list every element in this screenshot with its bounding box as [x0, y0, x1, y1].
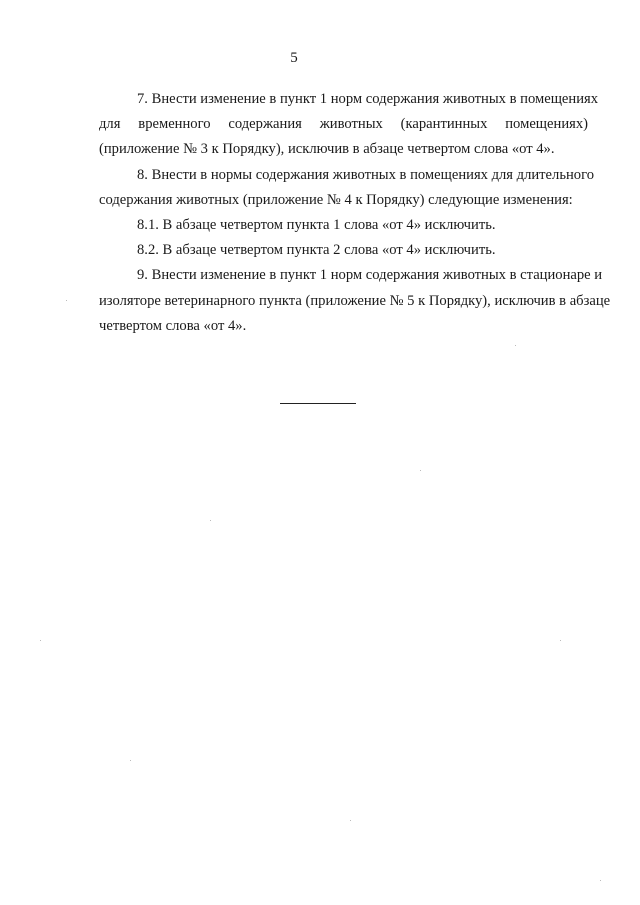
- paragraph-8-line-1: 8. Внести в нормы содержания животных в помещениях для длительного: [137, 166, 595, 183]
- paragraph-9-line-3: четвертом слова «от 4».: [99, 317, 247, 334]
- word: животных: [319, 116, 383, 133]
- paragraph-8-line-2: содержания животных (приложение № 4 к Порядку) следующие изменения:: [99, 191, 573, 208]
- scan-speck: [40, 640, 41, 641]
- paragraph-7-line-2: [99, 112, 588, 137]
- document-body: [99, 87, 611, 339]
- scan-speck: [350, 820, 351, 821]
- paragraph-7-line-3: (приложение № 3 к Порядку), исключив в абзаце четвертом слова «от 4».: [99, 141, 555, 158]
- word: помещениях): [505, 116, 588, 133]
- scan-speck: [420, 470, 421, 471]
- paragraph-8-2: 8.2. В абзаце четвертом пункта 2 слова «от 4» исключить.: [137, 242, 496, 259]
- scan-speck: [130, 760, 131, 761]
- scan-speck: [560, 640, 561, 641]
- word: содержания: [228, 116, 302, 133]
- paragraph-9-line-1: 9. Внести изменение в пункт 1 норм содержания животных в стационаре и: [137, 267, 603, 284]
- paragraph-8: [99, 163, 595, 213]
- word: для: [99, 116, 121, 133]
- page-number: 5: [290, 50, 298, 66]
- scan-speck: [515, 345, 516, 346]
- paragraph-9: [99, 263, 611, 339]
- paragraph-9-line-2: изоляторе ветеринарного пункта (приложение № 5 к Порядку), исключив в абзаце: [99, 292, 611, 309]
- scan-speck: [66, 300, 67, 301]
- paragraph-8-1: 8.1. В абзаце четвертом пункта 1 слова «от 4» исключить.: [137, 217, 496, 234]
- end-of-document-rule: [280, 403, 356, 404]
- word: (карантинных: [400, 116, 488, 133]
- scan-speck: [600, 880, 601, 881]
- paragraph-7: [99, 87, 599, 163]
- word: временного: [138, 116, 211, 133]
- paragraph-7-line-1: 7. Внести изменение в пункт 1 норм содержания животных в помещениях: [137, 91, 599, 107]
- scan-speck: [210, 520, 211, 521]
